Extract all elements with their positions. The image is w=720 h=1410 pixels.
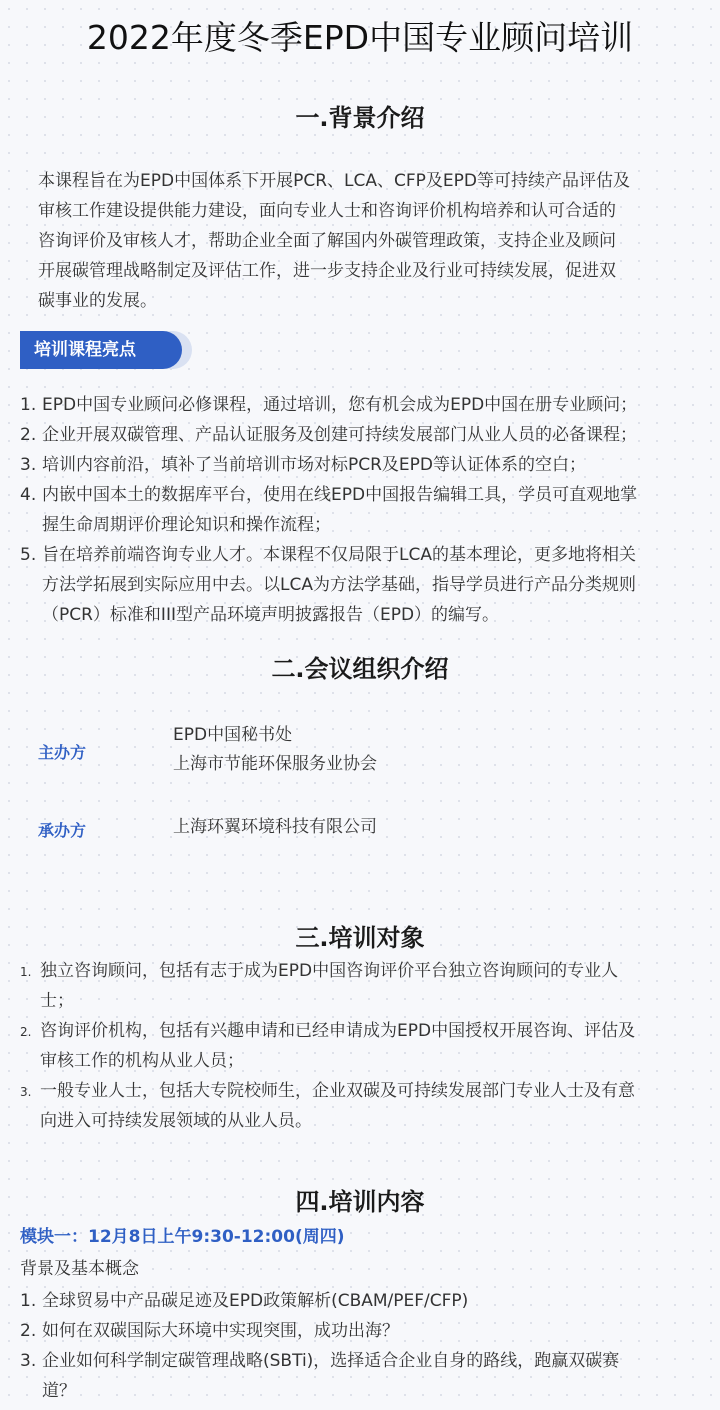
list-item: 3. 培训内容前沿，填补了当前培训市场对标PCR及EPD等认证体系的空白； xyxy=(20,455,587,475)
list-item: 2. 如何在双碳国际大环境中实现突围，成功出海？ xyxy=(20,1321,399,1341)
list-item: 5. 旨在培养前端咨询专业人才。本课程不仅局限于LCA的基本理论，更多地将相关 方法学拓展到实际应用中去。以LCA为方法学基础，指导学员进行产品分类规则 （PCR）标准和III型产品环境声明披露报告（EPD）的编写。 xyxy=(20,545,636,625)
section-heading-background: 一.背景介绍 xyxy=(295,104,425,132)
list-item: 2. 企业开展双碳管理、产品认证服务及创建可持续发展部门从业人员的必备课程； xyxy=(20,425,637,445)
organizer-label: 承办方 xyxy=(38,821,87,840)
organizer-value: 上海环翼环境科技有限公司 xyxy=(173,817,377,837)
paragraph-line: 咨询评价及审核人才，帮助企业全面了解国内外碳管理政策，支持企业及顾问 xyxy=(38,231,616,251)
list-item: 2. 咨询评价机构，包括有兴趣申请和已经申请成为EPD中国授权开展咨询、评估及 审核工作的机构从业人员； xyxy=(20,1021,636,1071)
paragraph-line: 碳事业的发展。 xyxy=(38,291,157,311)
list-item: 1. 全球贸易中产品碳足迹及EPD政策解析(CBAM/PEF/CFP) xyxy=(20,1291,469,1311)
list-item: 4. 内嵌中国本土的数据库平台，使用在线EPD中国报告编辑工具，学员可直观地掌 握生命周期评价理论知识和操作流程； xyxy=(20,485,638,535)
host-label: 主办方 xyxy=(38,743,87,762)
section-heading-audience: 三.培训对象 xyxy=(295,924,425,952)
content-list xyxy=(20,1286,705,1406)
paragraph-line: 开展碳管理战略制定及评估工作，进一步支持企业及行业可持续发展，促进双 xyxy=(38,261,616,281)
module-one-title: 模块一：12月8日上午9:30-12:00(周四) xyxy=(20,1227,345,1247)
highlights-list xyxy=(20,390,705,630)
module-one-subtitle: 背景及基本概念 xyxy=(20,1259,139,1279)
paragraph-line: 本课程旨在为EPD中国体系下开展PCR、LCA、CFP及EPD等可持续产品评估及 xyxy=(38,171,630,191)
section-heading-organization: 二.会议组织介绍 xyxy=(271,655,449,683)
highlights-badge xyxy=(20,331,192,369)
page-title: 2022年度冬季EPD中国专业顾问培训 xyxy=(86,18,634,57)
background-paragraph xyxy=(38,166,688,316)
paragraph-line: 审核工作建设提供能力建设，面向专业人士和咨询评价机构培养和认可合适的 xyxy=(38,201,616,221)
audience-list xyxy=(20,956,705,1136)
list-item: 3. 企业如何科学制定碳管理战略(SBTi)，选择适合企业自身的路线，跑赢双碳赛 道？ xyxy=(20,1351,620,1401)
host-values: EPD中国秘书处 上海市节能环保服务业协会 xyxy=(173,725,377,774)
list-item: 1. 独立咨询顾问，包括有志于成为EPD中国咨询评价平台独立咨询顾问的专业人 士； xyxy=(20,961,619,1011)
section-heading-content: 四.培训内容 xyxy=(295,1188,425,1216)
highlights-badge-label: 培训课程亮点 xyxy=(20,331,182,369)
list-item: 1. EPD中国专业顾问必修课程，通过培训，您有机会成为EPD中国在册专业顾问； xyxy=(20,395,638,415)
list-item: 3. 一般专业人士，包括大专院校师生，企业双碳及可持续发展部门专业人士及有意 向进入可持续发展领域的从业人员。 xyxy=(20,1081,635,1131)
